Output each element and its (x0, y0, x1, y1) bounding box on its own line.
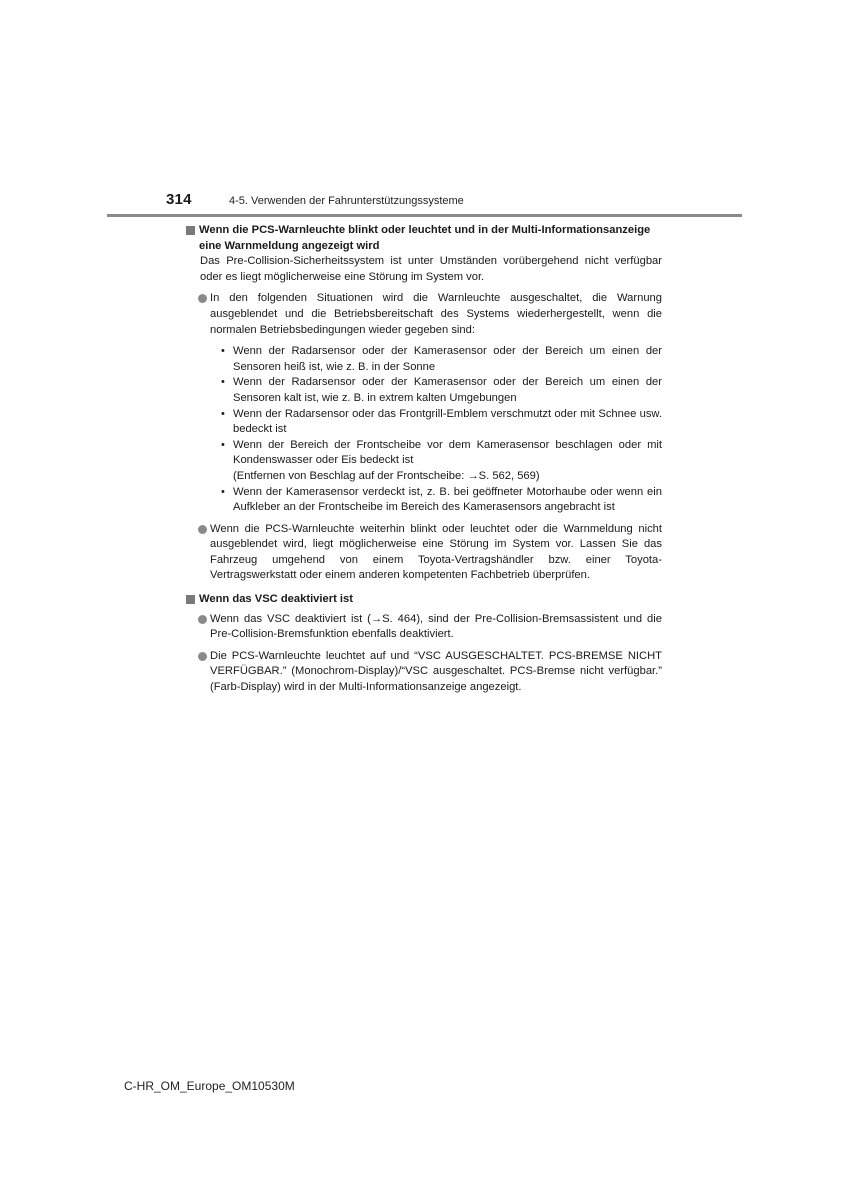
bullet-marker: • (221, 345, 225, 358)
list-item (210, 344, 662, 375)
page-reference-note: (Entfernen von Beschlag auf der Frontscheibe: →S. 562, 569) (233, 469, 540, 482)
page-content (186, 223, 662, 702)
section-pcs-warning (186, 223, 662, 584)
section-title: 4-5. Verwenden der Fahrunterstützungssysteme (229, 195, 464, 207)
intro-paragraph: Das Pre-Collision-Sicherheitssystem ist unter Umständen vorübergehend nicht verfügbar oder es liegt möglicherweise eine Störung im System vor. (200, 255, 662, 283)
bullet-marker: • (221, 485, 225, 498)
section-heading (186, 592, 662, 608)
list-item (210, 438, 662, 485)
list-item (186, 291, 662, 515)
bullet-text: Wenn der Radarsensor oder das Frontgrill-Emblem verschmutzt oder mit Schnee usw. bedeckt ist (233, 407, 662, 436)
list-item (210, 407, 662, 438)
bullet-text: Wenn der Radarsensor oder der Kamerasensor oder der Bereich um einen der Sensoren kalt ist, wie z. B. in extrem kalten Umgebungen (233, 376, 662, 404)
square-bullet-icon (186, 595, 195, 604)
list-item (186, 649, 662, 696)
circle-bullet-icon (198, 615, 207, 624)
bullet-text: Wenn der Kamerasensor verdeckt ist, z. B. bei geöffneter Motorhaube oder wenn ein Aufkleber an der Frontscheibe im Bereich des Kamerasensors angebracht ist (233, 485, 662, 514)
circle-bullet-icon (198, 525, 207, 534)
square-bullet-icon (186, 226, 195, 235)
section-vsc-off (186, 592, 662, 696)
list-item (210, 375, 662, 406)
bullet-marker: • (221, 438, 225, 451)
page-number: 314 (166, 191, 192, 208)
circle-bullet-icon (198, 294, 207, 303)
bullet-text: Wenn der Bereich der Frontscheibe vor dem Kamerasensor beschlagen oder mit Kondenswasser oder Eis bedeckt ist (233, 438, 662, 467)
document-id-footer: C-HR_OM_Europe_OM10530M (124, 1079, 295, 1093)
point-text: Wenn das VSC deaktiviert ist (→S. 464), sind der Pre-Collision-Bremsassistent und die Pre-Collision-Bremsfunktion ebenfalls deaktiviert. (210, 612, 662, 641)
section-heading-text: Wenn die PCS-Warnleuchte blinkt oder leuchtet und in der Multi-Informationsanzeige eine Warnmeldung angezeigt wird (199, 224, 651, 252)
header-divider (107, 214, 742, 217)
list-item (186, 522, 662, 584)
point-text: Wenn die PCS-Warnleuchte weiterhin blinkt oder leuchtet oder die Warnmeldung nicht ausgeblendet wird, liegt möglicherweise eine Störung im System vor. Lassen Sie das Fahrzeug umgehend von einem Toyota-Vertragshändler bzw. einer Toyota-Vertragswerkstatt oder einem anderen kompetenten Fachbetrieb überprüfen. (210, 522, 662, 582)
section-heading (186, 223, 662, 254)
condition-list (210, 344, 662, 516)
bullet-marker: • (221, 407, 225, 420)
section-heading-text: Wenn das VSC deaktiviert ist (199, 593, 353, 606)
list-item (186, 612, 662, 643)
bullet-marker: • (221, 376, 225, 389)
bullet-text: Wenn der Radarsensor oder der Kamerasensor oder der Bereich um einen der Sensoren heiß ist, wie z. B. in der Sonne (233, 345, 662, 373)
circle-bullet-icon (198, 652, 207, 661)
point-text: Die PCS-Warnleuchte leuchtet auf und “VSC AUSGESCHALTET. PCS-BREMSE NICHT VERFÜGBAR.” (Monochrom-Display)/“VSC ausgeschaltet. PCS-Bremse nicht verfügbar.” (Farb-Display) wird in der Multi-Informationsanzeige angezeigt. (210, 649, 662, 694)
point-text: In den folgenden Situationen wird die Warnleuchte ausgeschaltet, die Warnung ausgeblendet und die Betriebsbereitschaft des Systems wiederhergestellt, wenn die normalen Betriebsbedingungen wieder gegeben sind: (210, 292, 662, 336)
list-item (210, 485, 662, 516)
